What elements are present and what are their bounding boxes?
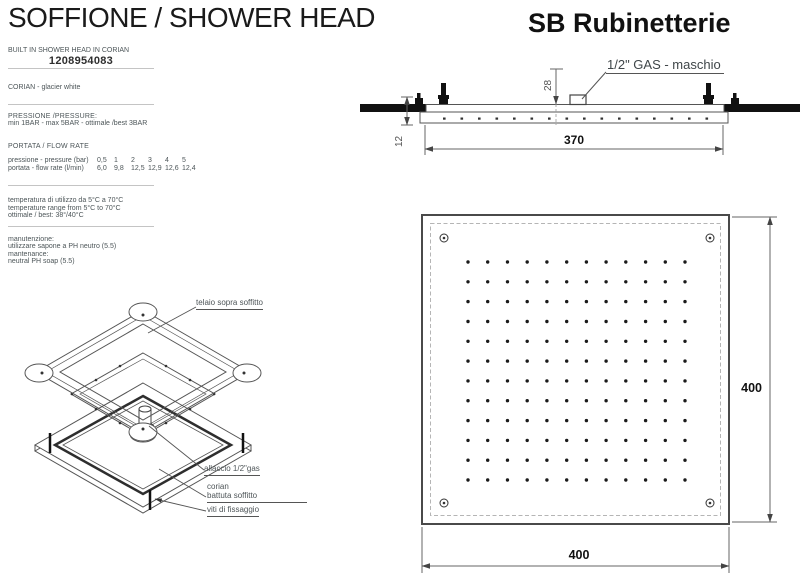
flow-cell: 6,0 — [97, 164, 107, 172]
flow-cell: 0,5 — [97, 157, 107, 164]
gas-connector — [570, 95, 586, 105]
dim-width-400 — [422, 527, 729, 573]
brand-name: SB Rubinetterie — [528, 8, 731, 38]
spec-temp-line: ottimale / best: 38°/40°C — [8, 212, 84, 219]
product-code: 1208954083 — [48, 54, 114, 67]
flow-cell: 12,5 — [131, 164, 145, 172]
spec-flow-title: PORTATA / FLOW RATE — [8, 142, 89, 150]
connector-label: 1/2" GAS - maschio — [606, 57, 724, 74]
spec-pressure-title: PRESSIONE /PRESSURE: — [8, 112, 98, 120]
edge-nut-right — [731, 93, 739, 104]
flow-cell: 12,4 — [182, 164, 196, 172]
label-fixing-screws: viti di fissaggio — [207, 506, 259, 517]
dim-370 — [425, 125, 723, 155]
divider — [8, 104, 154, 105]
front-view-drawing — [405, 200, 800, 581]
spec-subtitle: BUILT IN SHOWER HEAD IN CORIAN — [8, 47, 130, 54]
flow-cell: 12,6 — [165, 164, 179, 172]
spec-maintenance-line: mantenance: — [8, 250, 49, 258]
flow-cell: 2 — [131, 157, 135, 164]
svg-text:28: 28 — [543, 79, 554, 91]
connector-leader-line — [582, 72, 606, 99]
ceiling-frame — [25, 303, 261, 441]
spec-maintenance-line: neutral PH soap (5.5) — [8, 258, 75, 265]
side-view-drawing — [355, 55, 800, 170]
spec-maintenance-line: utilizzare sapone a PH neutro (5.5) — [8, 243, 117, 250]
fixing-bolt-left — [438, 83, 449, 104]
svg-text:12: 12 — [394, 135, 405, 147]
label-gas-connection: allaccio 1/2"gas — [204, 465, 260, 476]
flow-cell: 3 — [148, 157, 152, 164]
spec-column — [8, 47, 196, 266]
spec-pressure-detail: min 1BAR - max 5BAR - ottimale /best 3BAR — [8, 120, 148, 127]
flow-table-row-pressure — [8, 157, 186, 165]
spec-temp-line: temperatura di utilizzo da 5°C a 70°C — [8, 197, 124, 204]
flow-row-label: portata - flow rate (l/min) — [8, 164, 84, 172]
spec-temp-line: temperature range from 5°C to 70°C — [8, 204, 121, 212]
corian-flange — [420, 112, 728, 123]
label-corian: corian — [207, 482, 229, 491]
flow-cell: 5 — [182, 157, 186, 164]
spec-material: CORIAN - glacier white — [8, 84, 81, 91]
flow-cell: 9,8 — [114, 164, 124, 172]
flow-cell: 4 — [165, 157, 169, 164]
page-title: SOFFIONE / SHOWER HEAD — [8, 2, 376, 33]
label-frame: telaio sopra soffitto — [196, 299, 263, 310]
flow-cell: 12,9 — [148, 164, 162, 172]
divider — [8, 185, 154, 186]
fixing-bolt-right — [703, 83, 714, 104]
ceiling-slab-left — [360, 104, 428, 112]
divider — [8, 68, 154, 69]
label-ceiling-stop: battuta soffitto — [207, 492, 307, 503]
svg-text:370: 370 — [563, 133, 585, 147]
divider — [8, 226, 154, 227]
flow-row-label: pressione - pressure (bar) — [8, 157, 89, 164]
flow-cell: 1 — [114, 157, 118, 164]
flow-table-row-flow — [8, 164, 196, 173]
edge-nut-left — [415, 93, 423, 104]
spec-maintenance-line: manutenzione: — [8, 235, 54, 243]
frame-strip — [426, 105, 724, 113]
svg-text:400: 400 — [568, 548, 590, 562]
svg-text:400: 400 — [741, 381, 762, 395]
dim-height-400 — [732, 217, 777, 522]
ceiling-slab-right — [722, 104, 800, 112]
